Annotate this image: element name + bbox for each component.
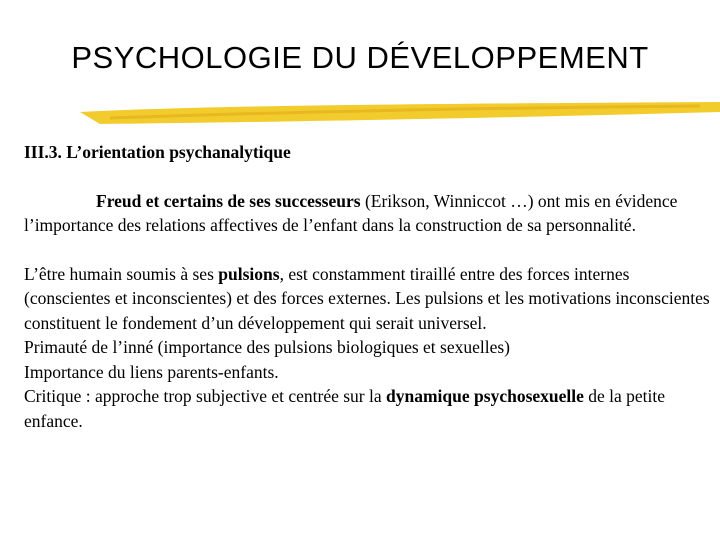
innate-line: Primauté de l’inné (importance des pulsions biologiques et sexuelles) <box>24 337 511 357</box>
paragraph-pulsions <box>24 262 720 434</box>
slide-title: PSYCHOLOGIE DU DÉVELOPPEMENT <box>71 40 649 75</box>
critique-text-2: de la petite enfance. <box>24 386 666 431</box>
parents-line: Importance du liens parents-enfants. <box>24 361 279 382</box>
section-heading: III.3. L’orientation psychanalytique <box>24 142 291 162</box>
slide-body <box>24 140 720 433</box>
pulsions-text-1: L’être humain soumis à ses <box>24 263 219 284</box>
critique-text-1: Critique : approche trop subjective et centrée sur la <box>24 386 387 406</box>
critique-bold: dynamique psychosexuelle <box>386 386 584 406</box>
paragraph-freud <box>24 189 720 238</box>
pulsions-bold: pulsions <box>218 263 280 284</box>
title-underline-brush <box>80 98 720 138</box>
freud-rest: (Erikson, Winniccot …) ont mis en évidence l’importance des relations affectives de l’enfant dans la construction de sa personnalité. <box>24 190 678 235</box>
freud-lead: Freud et certains de ses successeurs <box>96 190 361 211</box>
pulsions-text-2: , est constamment tiraillé entre des forces internes (conscientes et inconscientes) et des forces externes. Les pulsions et les motivations inconscientes constituent le fondement d’un développement qui serait universel. <box>24 263 710 333</box>
